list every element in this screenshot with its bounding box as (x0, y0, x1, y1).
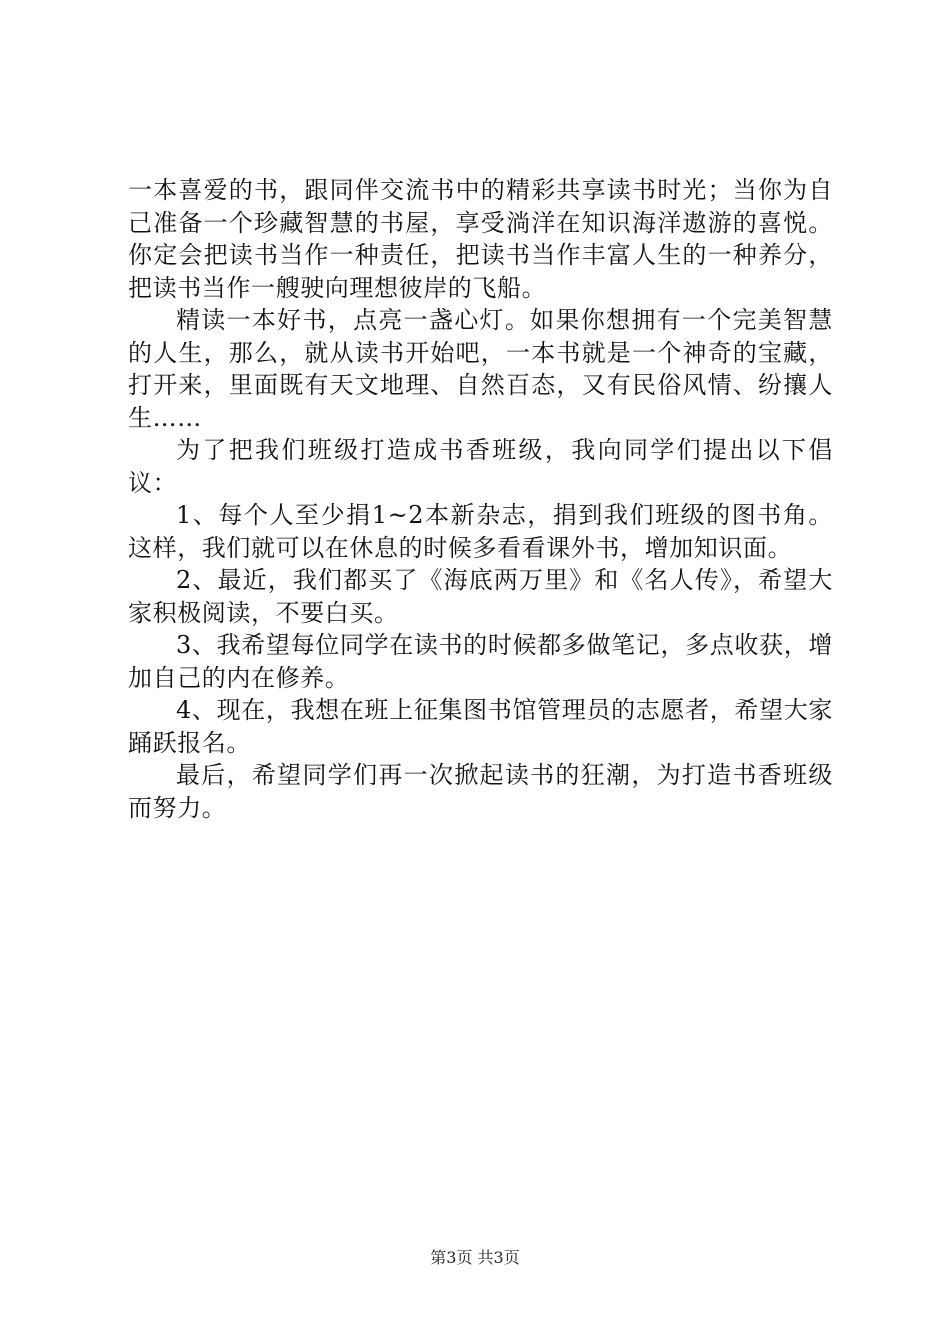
paragraph-1: 一本喜爱的书，跟同伴交流书中的精彩共享读书时光；当你为自己准备一个珍藏智慧的书屋，享受淌洋在知识海洋遨游的喜悦。你定会把读书当作一种责任，把读书当作丰富人生的一种养分，把读书当作一艘驶向理想彼岸的飞船。 (128, 176, 833, 302)
paragraph-6: 3、我希望每位同学在读书的时候都多做笔记，多点收获，增加自己的内在修养。 (128, 631, 833, 692)
paragraph-4: 1、每个人至少捐1~2本新杂志，捐到我们班级的图书角。这样，我们就可以在休息的时候多看看课外书，增加知识面。 (128, 501, 833, 562)
page-footer: 第3页 共3页 (430, 1248, 520, 1267)
document-body (128, 174, 833, 824)
paragraph-8: 最后，希望同学们再一次掀起读书的狂潮，为打造书香班级而努力。 (128, 761, 833, 822)
paragraph-2: 精读一本好书，点亮一盏心灯。如果你想拥有一个完美智慧的人生，那么，就从读书开始吧，一本书就是一个神奇的宝藏，打开来，里面既有天文地理、自然百态，又有民俗风情、纷攘人生…… (128, 306, 833, 432)
paragraph-3: 为了把我们班级打造成书香班级，我向同学们提出以下倡议： (128, 436, 833, 497)
paragraph-5: 2、最近，我们都买了《海底两万里》和《名人传》，希望大家积极阅读，不要白买。 (128, 566, 833, 627)
paragraph-7: 4、现在，我想在班上征集图书馆管理员的志愿者，希望大家踊跃报名。 (128, 696, 833, 757)
